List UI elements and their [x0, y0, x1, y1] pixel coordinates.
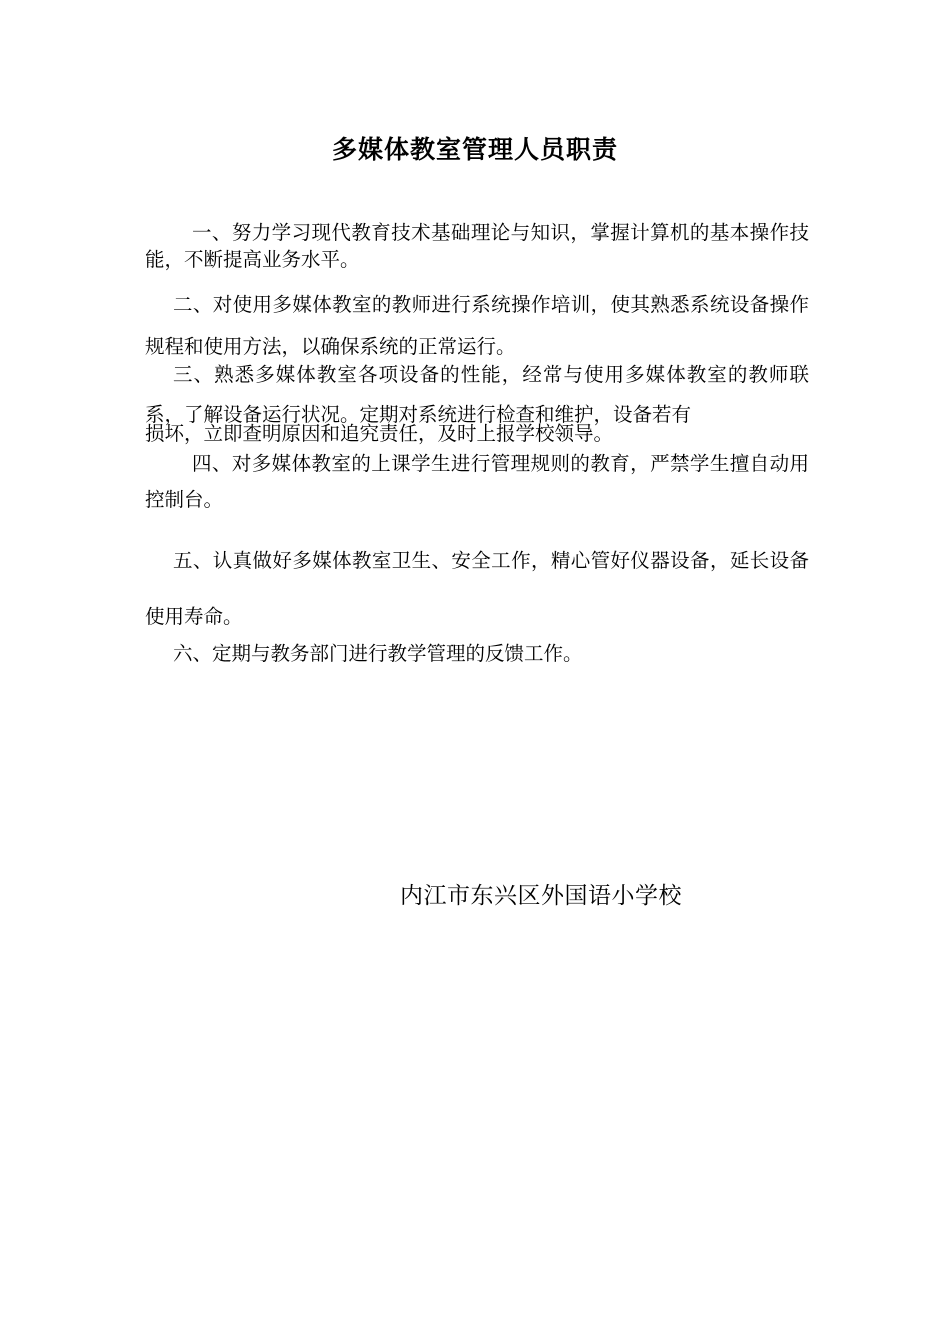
document-title: 多媒体教室管理人员职责	[331, 135, 618, 164]
duty-paragraph-3: 三、熟悉多媒体教室各项设备的性能，经常与使用多媒体教室的教师联系，了解设备运行状况。定期对系统进行检查和维护，设备若有	[145, 363, 809, 426]
duty-paragraph-2: 二、对使用多媒体教室的教师进行系统操作培训，使其熟悉系统设备操作规程和使用方法，以确保系统的正常运行。	[145, 293, 809, 358]
duty-paragraph-5: 五、认真做好多媒体教室卫生、安全工作，精心管好仪器设备，延长设备使用寿命。	[145, 549, 809, 628]
duty-paragraph-6: 六、定期与教务部门进行教学管理的反馈工作。	[173, 642, 583, 665]
school-signature: 内江市东兴区外国语小学校	[400, 883, 682, 909]
duty-paragraph-4: 四、对多媒体教室的上课学生进行管理规则的教育，严禁学生擅自动用控制台。	[145, 452, 809, 511]
duty-paragraph-1: 一、努力学习现代教育技术基础理论与知识，掌握计算机的基本操作技能，不断提高业务水平。	[145, 221, 809, 271]
duty-paragraph-3-continued: 损坏，立即查明原因和追究责任，及时上报学校领导。	[145, 422, 614, 445]
